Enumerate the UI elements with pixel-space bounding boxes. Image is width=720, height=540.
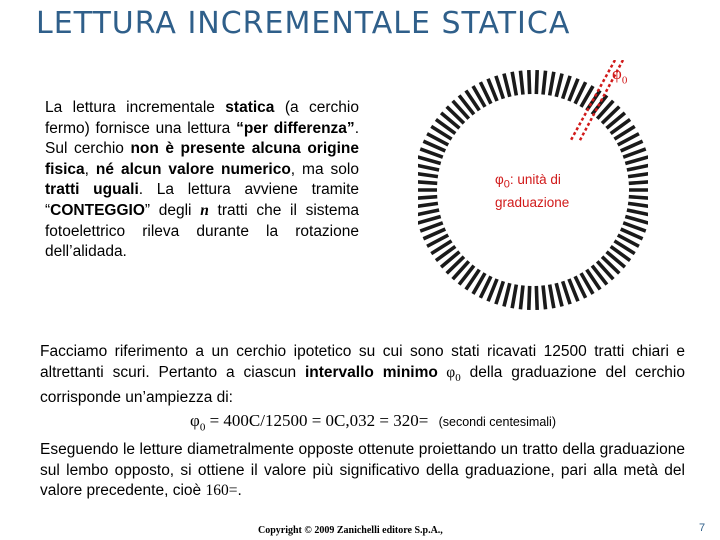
circle-tick <box>625 216 648 223</box>
circle-tick <box>418 210 439 215</box>
diametral-reading-paragraph <box>40 440 685 502</box>
intro-bold-difference: “per differenza” <box>236 119 355 137</box>
para2-bold-min-interval: intervallo minimo <box>304 363 438 381</box>
intro-bold-static: statica <box>225 99 275 116</box>
formula <box>190 411 556 433</box>
circle-tick <box>529 286 530 310</box>
circle-tick <box>529 70 530 94</box>
phi0-label <box>612 64 627 86</box>
phi-symbol: φ <box>612 64 622 83</box>
intro-text: ” degli <box>144 201 201 219</box>
circle-tick <box>520 285 523 309</box>
circle-tick <box>563 281 570 304</box>
circle-tick <box>504 74 510 97</box>
graduation-label-line1: : unità di <box>509 172 561 187</box>
circle-tick <box>496 76 503 99</box>
page-number: 7 <box>699 522 706 534</box>
phi-symbol: φ <box>437 363 456 381</box>
phi-subscript: 0 <box>199 421 206 434</box>
circle-tick <box>543 285 546 309</box>
intro-text: La lettura incrementale <box>45 99 226 116</box>
formula-expression: = 400C/12500 = 0C,032 = 320= <box>205 411 433 430</box>
intro-text: , ma solo <box>290 160 359 178</box>
page-title: LETTURA INCREMENTALE STATICA <box>36 6 571 41</box>
phi-subscript: 0 <box>621 74 628 87</box>
graduation-unit-label <box>495 171 569 212</box>
para3-text: Eseguendo le letture diametralmente opposte ottenute proiettando un tratto della graduazione sul lembo opposto, si ottiene il valore più significativo della graduazione, pari alla metà del valore precedente, cioè <box>40 441 685 499</box>
intro-text: , <box>84 160 96 178</box>
intro-text: tratti che il sistema fotoelettrico rileva durante la rotazione dell’alidada. <box>45 201 359 261</box>
circle-tick <box>628 173 648 176</box>
phi-symbol: φ <box>190 411 200 430</box>
circle-tick <box>550 285 554 309</box>
circle-tick <box>520 71 523 95</box>
circle-tick <box>550 72 554 96</box>
circle-tick <box>543 71 546 95</box>
circle-tick <box>512 72 516 96</box>
para2-text: Facciamo riferimento a un cerchio ipotetico su cui sono stati ricavati 12500 tratti chiari e altrettanti scuri. Pertanto a ciascun <box>40 343 685 381</box>
circle-tick <box>627 210 648 215</box>
circle-tick <box>629 182 648 184</box>
intro-text: . La lettura avviene tramite “ <box>45 181 359 219</box>
circle-tick <box>418 197 437 199</box>
intro-paragraph <box>45 98 359 263</box>
intro-n-symbol: n <box>200 201 209 219</box>
formula-note: (secondi centesimali) <box>438 415 556 429</box>
circle-tick <box>556 283 562 306</box>
circle-tick <box>418 173 438 176</box>
intro-bold-equal-ticks: tratti uguali <box>45 181 139 199</box>
para2-text: della graduazione del cerchio corrisponde un’ampiezza di: <box>40 363 685 407</box>
circle-tick <box>496 281 503 304</box>
circle-tick <box>556 74 562 97</box>
circle-tick <box>625 157 648 164</box>
circle-tick <box>418 165 439 170</box>
circle-tick <box>628 203 648 206</box>
circle-tick <box>563 76 570 99</box>
phi-subscript: 0 <box>455 371 461 384</box>
phi-symbol: φ <box>495 172 504 187</box>
graduation-label-line2: graduazione <box>495 194 570 210</box>
intro-bold-no-origin: non è presente alcuna origine fisica <box>45 140 360 178</box>
circle-tick <box>536 70 537 94</box>
circle-tick <box>536 286 537 310</box>
circle-tick <box>418 203 438 206</box>
circle-tick <box>418 157 441 164</box>
circle-tick <box>627 165 648 170</box>
intro-text: . Sul cerchio <box>45 119 359 158</box>
para3-value: 160= <box>205 482 238 499</box>
circle-tick <box>418 216 441 223</box>
circle-tick <box>504 283 510 306</box>
circle-tick <box>512 285 516 309</box>
hypothetical-circle-paragraph <box>40 342 685 409</box>
intro-bold-no-value: né alcun valore numerico <box>95 160 291 178</box>
para3-text: . <box>237 482 242 499</box>
circle-tick <box>418 182 437 184</box>
intro-text: (a cerchio fermo) fornisce una lettura <box>45 99 359 137</box>
copyright-footer: Copyright © 2009 Zanichelli editore S.p.A., <box>258 525 443 536</box>
intro-bold-counting: CONTEGGIO <box>50 201 145 219</box>
phi-subscript: 0 <box>503 178 510 191</box>
circle-tick <box>629 197 648 199</box>
